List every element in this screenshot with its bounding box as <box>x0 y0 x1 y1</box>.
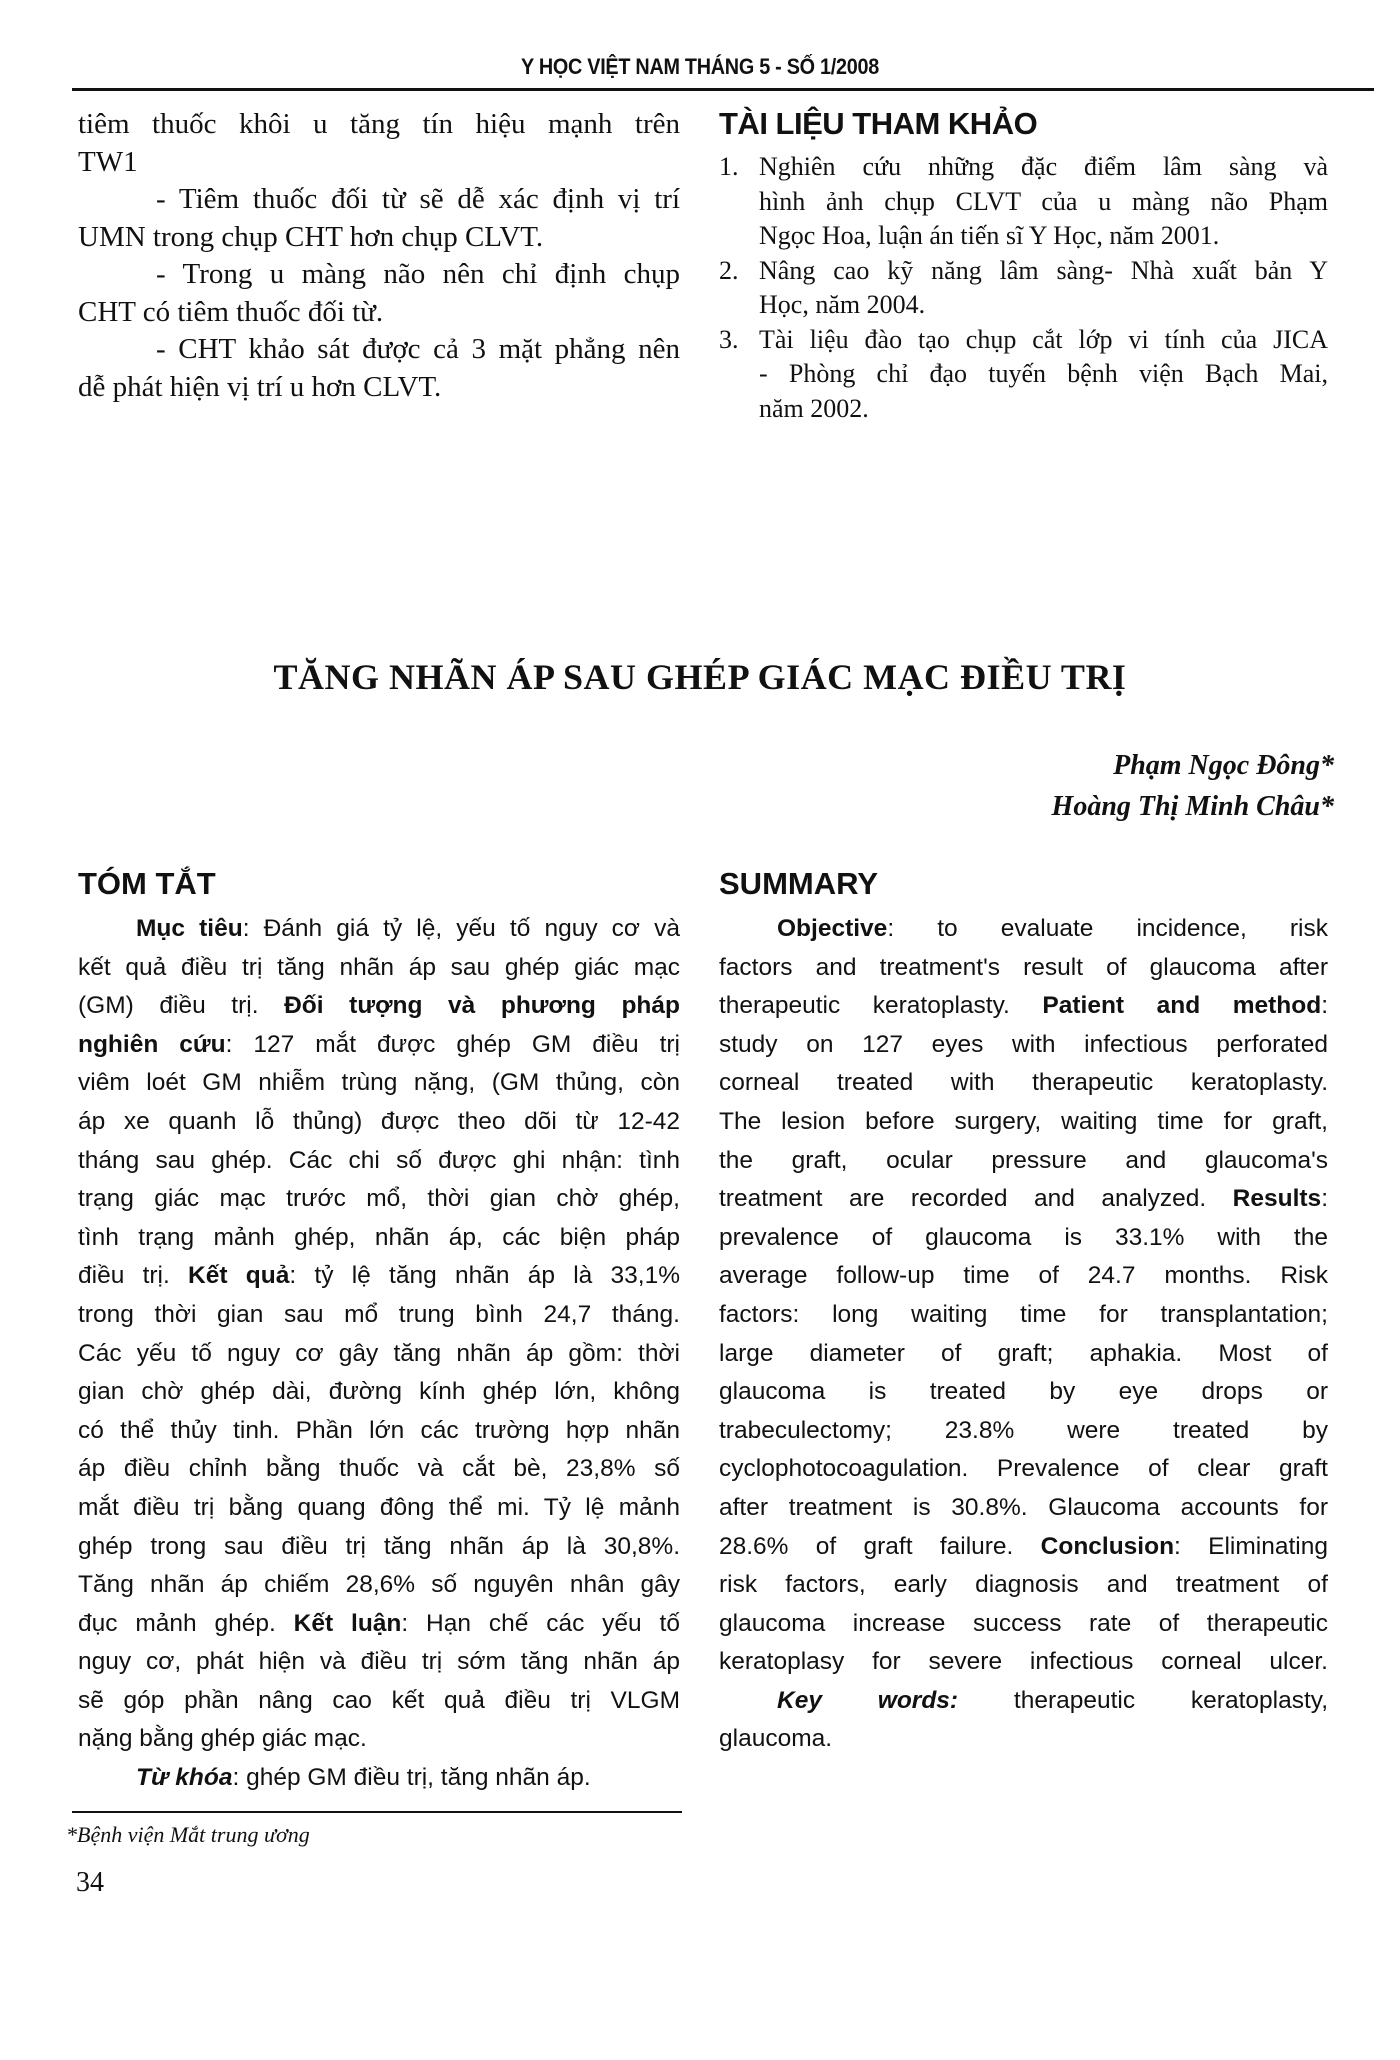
text-line <box>719 1643 1328 1682</box>
text-segment: therapeutic keratoplasty. <box>719 992 1043 1020</box>
text-segment: The lesion before surgery, waiting time for graft, <box>719 1107 1328 1135</box>
text-segment: : Hạn chế các yếu tố <box>401 1609 680 1637</box>
text-line <box>719 1528 1328 1567</box>
text-segment: nguy cơ, phát hiện và điều trị sớm tăng nhãn áp <box>78 1648 680 1676</box>
text-line <box>78 1026 680 1065</box>
reference-item <box>719 323 1328 427</box>
text-segment: viêm loét GM nhiễm trùng nặng, (GM thủng, còn <box>78 1069 680 1097</box>
text-line <box>719 1219 1328 1258</box>
reference-number: 3. <box>719 324 739 354</box>
text-line <box>78 910 680 949</box>
text-segment: Các yếu tố nguy cơ gây tăng nhãn áp gồm: thời <box>78 1339 680 1367</box>
text-segment: sẽ góp phần nâng cao kết quả điều trị VLGM <box>78 1686 680 1714</box>
text-segment: risk factors, early diagnosis and treatment of <box>719 1571 1328 1599</box>
header-rule <box>72 88 1374 91</box>
text-segment: gian chờ ghép dài, đường kính ghép lớn, không <box>78 1378 680 1406</box>
text-segment: large diameter of graft; aphakia. Most of <box>719 1339 1328 1367</box>
abstract-english <box>719 910 1328 1759</box>
emphasis-text: Patient and method <box>1042 992 1322 1020</box>
text-segment: trong thời gian sau mổ trung bình 24,7 tháng. <box>78 1300 680 1328</box>
text-line <box>78 1643 680 1682</box>
text-line <box>719 1450 1328 1489</box>
text-line <box>78 1064 680 1103</box>
text-segment: : Đánh giá tỷ lệ, yếu tố nguy cơ và <box>242 915 680 942</box>
references-heading: TÀI LIỆU THAM KHẢO <box>719 106 1038 141</box>
text-segment: treatment are recorded and analyzed. <box>719 1185 1233 1213</box>
emphasis-text: Mục tiêu <box>136 915 243 942</box>
text-segment: trabeculectomy; 23.8% were treated by <box>719 1416 1328 1444</box>
journal-header: Y HỌC VIỆT NAM THÁNG 5 - SỐ 1/2008 <box>521 54 879 79</box>
text-segment: áp xe quanh lỗ thủng) được theo dõi từ 12-42 <box>78 1107 680 1135</box>
text-line <box>719 1180 1328 1219</box>
text-line <box>719 1142 1328 1181</box>
text-line <box>78 1528 680 1567</box>
text-line <box>719 1720 1328 1759</box>
text-segment: the graft, ocular pressure and glaucoma's <box>719 1146 1328 1174</box>
text-segment: ghép trong sau điều trị tăng nhãn áp là 30,8%. <box>78 1532 680 1560</box>
text-segment: : ghép GM điều trị, tăng nhãn áp. <box>232 1764 591 1792</box>
text-line: - CHT khảo sát được cả 3 mặt phẳng nên <box>156 333 680 365</box>
text-line <box>719 1682 1328 1721</box>
text-segment: trạng giác mạc trước mổ, thời gian chờ ghép, <box>78 1185 680 1213</box>
text-line <box>78 1682 680 1721</box>
text-line <box>78 1412 680 1451</box>
reference-line: Ngọc Hoa, luận án tiến sĩ Y Học, năm 2001. <box>759 221 1220 250</box>
text-line <box>719 1489 1328 1528</box>
text-line <box>78 1257 680 1296</box>
text-line <box>719 1296 1328 1335</box>
text-segment: : <box>1321 992 1328 1020</box>
text-segment: study on 127 eyes with infectious perforated <box>719 1030 1328 1058</box>
text-line <box>78 1489 680 1528</box>
emphasis-text: Conclusion <box>1040 1532 1175 1560</box>
text-segment: cyclophotocoagulation. Prevalence of clear graft <box>719 1455 1328 1483</box>
text-line <box>719 987 1328 1026</box>
text-segment: (GM) điều trị. <box>78 992 285 1020</box>
text-line <box>78 949 680 988</box>
reference-line: Học, năm 2004. <box>759 290 926 319</box>
text-line: TW1 <box>78 145 138 178</box>
text-line <box>719 1257 1328 1296</box>
text-segment: áp điều chỉnh bằng thuốc và cắt bè, 23,8% số <box>78 1455 680 1483</box>
text-line <box>719 949 1328 988</box>
reference-item <box>719 254 1328 323</box>
text-segment: : to evaluate incidence, risk <box>887 915 1328 942</box>
emphasis-text: Đối tượng và phương pháp <box>284 992 680 1020</box>
text-segment: glaucoma is treated by eye drops or <box>719 1378 1328 1406</box>
text-line <box>78 1759 680 1798</box>
emphasis-text: Results <box>1232 1185 1322 1213</box>
text-line <box>78 1373 680 1412</box>
abstract-vietnamese <box>78 910 680 1798</box>
text-segment: : 127 mắt được ghép GM điều trị <box>225 1030 680 1058</box>
footnote-rule <box>72 1811 682 1813</box>
text-line <box>719 1026 1328 1065</box>
text-segment: factors: long waiting time for transplantation; <box>719 1300 1328 1328</box>
reference-line: - Phòng chỉ đạo tuyến bệnh viện Bạch Mai, <box>759 359 1328 388</box>
reference-line: năm 2002. <box>759 393 869 423</box>
text-segment: kết quả điều trị tăng nhãn áp sau ghép giác mạc <box>78 953 680 981</box>
text-segment: : tỷ lệ tăng nhãn áp là 33,1% <box>289 1262 681 1290</box>
page-number: 34 <box>76 1867 104 1898</box>
author-1: Phạm Ngọc Đông* <box>1113 750 1334 781</box>
text-segment: mắt điều trị bằng quang đông thể mi. Tỷ lệ mảnh <box>78 1493 680 1521</box>
text-line <box>719 1103 1328 1142</box>
text-segment: corneal treated with therapeutic keratoplasty. <box>719 1069 1328 1097</box>
text-line: tiêm thuốc khôi u tăng tín hiệu mạnh trên <box>78 108 680 140</box>
reference-line: Nâng cao kỹ năng lâm sàng- Nhà xuất bản Y <box>759 255 1328 285</box>
reference-number: 2. <box>719 255 739 285</box>
text-line <box>719 1412 1328 1451</box>
text-line <box>78 1720 680 1759</box>
text-segment: 28.6% of graft failure. <box>719 1532 1041 1560</box>
reference-line: hình ảnh chụp CLVT của u màng não Phạm <box>759 186 1328 216</box>
text-line <box>78 1605 680 1644</box>
text-line: CHT có tiêm thuốc đối từ. <box>78 295 384 328</box>
reference-line: Nghiên cứu những đặc điểm lâm sàng và <box>759 152 1328 181</box>
text-segment: điều trị. <box>78 1262 189 1290</box>
text-segment: prevalence of glaucoma is 33.1% with the <box>719 1223 1328 1251</box>
text-segment: after treatment is 30.8%. Glaucoma accounts for <box>719 1493 1328 1521</box>
previous-article-conclusion <box>78 106 680 406</box>
text-line <box>78 1450 680 1489</box>
text-segment: keratoplasy for severe infectious corneal ulcer. <box>719 1648 1328 1676</box>
emphasis-text: Objective <box>777 915 888 942</box>
text-line <box>78 1142 680 1181</box>
abstract-vi-heading: TÓM TẮT <box>78 866 216 901</box>
reference-number: 1. <box>719 152 739 181</box>
text-segment: : Eliminating <box>1174 1532 1328 1560</box>
text-segment: therapeutic keratoplasty, <box>958 1686 1329 1714</box>
text-line: UMN trong chụp CHT hơn chụp CLVT. <box>78 220 544 253</box>
text-line <box>78 1566 680 1605</box>
emphasis-text: Kết quả <box>188 1262 290 1290</box>
text-segment: có thể thủy tinh. Phần lớn các trường hợp nhãn <box>78 1416 680 1444</box>
text-segment: glaucoma increase success rate of therapeutic <box>719 1609 1328 1637</box>
text-segment: factors and treatment's result of glaucoma after <box>719 953 1328 981</box>
text-line: - Trong u màng não nên chỉ định chụp <box>156 258 680 290</box>
text-line <box>719 1373 1328 1412</box>
text-line <box>719 1335 1328 1374</box>
text-line <box>78 1180 680 1219</box>
footnote: *Bệnh viện Mắt trung ương <box>66 1822 310 1847</box>
text-line <box>78 987 680 1026</box>
text-segment: glaucoma. <box>719 1725 833 1753</box>
reference-item <box>719 150 1328 254</box>
emphasis-text: nghiên cứu <box>78 1030 226 1058</box>
emphasis-text: Kết luận <box>293 1609 402 1637</box>
authors <box>1052 745 1334 827</box>
emphasis-text: Từ khóa <box>136 1764 233 1792</box>
text-line: - Tiêm thuốc đối từ sẽ dễ xác định vị trí <box>156 183 680 215</box>
text-segment: tháng sau ghép. Các chi số được ghi nhận: tình <box>78 1146 680 1174</box>
text-line <box>78 1103 680 1142</box>
text-line <box>78 1296 680 1335</box>
reference-line: Tài liệu đào tạo chụp cắt lớp vi tính của JICA <box>759 324 1328 354</box>
references-list <box>719 150 1328 426</box>
text-segment: : <box>1321 1185 1328 1213</box>
text-segment: average follow-up time of 24.7 months. Risk <box>719 1262 1328 1290</box>
text-segment: nặng bằng ghép giác mạc. <box>78 1725 367 1753</box>
text-segment: đục mảnh ghép. <box>78 1609 294 1637</box>
text-line <box>78 1219 680 1258</box>
text-line <box>719 1064 1328 1103</box>
text-line: dễ phát hiện vị trí u hơn CLVT. <box>78 370 442 403</box>
author-2: Hoàng Thị Minh Châu* <box>1051 791 1334 822</box>
text-segment: tình trạng mảnh ghép, nhãn áp, các biện pháp <box>78 1223 680 1251</box>
text-segment: Tăng nhãn áp chiếm 28,6% số nguyên nhân gây <box>78 1571 680 1599</box>
article-title: TĂNG NHÃN ÁP SAU GHÉP GIÁC MẠC ĐIỀU TRỊ <box>273 657 1127 697</box>
text-line <box>719 1566 1328 1605</box>
emphasis-text: Key words: <box>777 1686 959 1714</box>
abstract-en-heading: SUMMARY <box>719 866 879 901</box>
text-line <box>719 1605 1328 1644</box>
text-line <box>78 1335 680 1374</box>
text-line <box>719 910 1328 949</box>
